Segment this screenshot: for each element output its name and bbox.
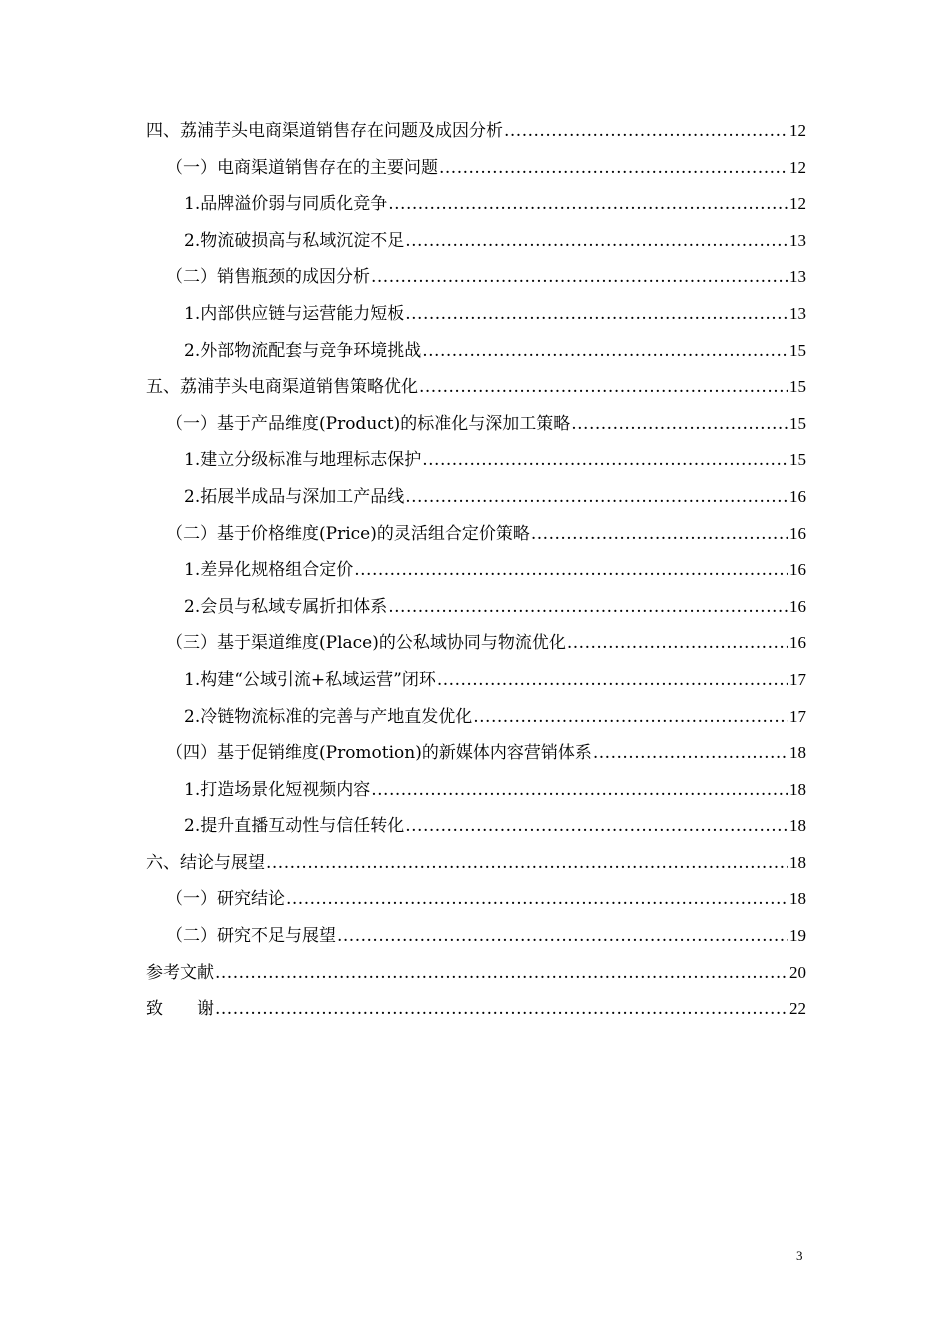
- toc-entry-page: 15: [789, 413, 806, 433]
- toc-entry[interactable]: [146, 991, 806, 1028]
- toc-entry[interactable]: [146, 369, 806, 406]
- toc-entry[interactable]: [146, 808, 806, 845]
- toc-entry[interactable]: [146, 479, 806, 516]
- toc-entry[interactable]: [146, 150, 806, 187]
- toc-entry[interactable]: [146, 699, 806, 736]
- toc-dot-leader: [405, 479, 788, 516]
- toc-entry[interactable]: [146, 333, 806, 370]
- toc-entry-title: 2.冷链物流标准的完善与产地直发优化: [184, 706, 473, 727]
- toc-entry-title: （一）电商渠道销售存在的主要问题: [166, 157, 438, 178]
- toc-entry-title: 2.提升直播互动性与信任转化: [184, 816, 405, 837]
- toc-entry[interactable]: [146, 845, 806, 882]
- toc-entry-page: 20: [789, 962, 806, 982]
- toc-entry-title: 1.差异化规格组合定价: [184, 560, 354, 581]
- toc-entry-page: 15: [789, 450, 806, 470]
- toc-dot-leader: [405, 808, 788, 845]
- toc-dot-leader: [405, 223, 788, 260]
- toc-entry-page: 15: [789, 340, 806, 360]
- toc-entry-title: 1.构建“公域引流+私域运营”闭环: [184, 669, 436, 690]
- toc-dot-leader: [286, 881, 788, 918]
- toc-entry[interactable]: [146, 442, 806, 479]
- table-of-contents: [146, 113, 806, 1028]
- toc-entry-page: 18: [789, 779, 806, 799]
- toc-entry-page: 13: [789, 230, 806, 250]
- toc-entry[interactable]: [146, 113, 806, 150]
- toc-dot-leader: [593, 735, 788, 772]
- toc-entry-title: 1.打造场景化短视频内容: [184, 779, 371, 800]
- toc-entry-title: 致 谢: [146, 999, 214, 1020]
- toc-entry-title: 2.会员与私域专属折扣体系: [184, 596, 388, 617]
- toc-entry-title: 1.建立分级标准与地理标志保护: [184, 450, 422, 471]
- toc-entry-page: 13: [789, 267, 806, 287]
- toc-entry[interactable]: [146, 186, 806, 223]
- toc-entry-page: 22: [789, 999, 806, 1019]
- toc-dot-leader: [422, 333, 788, 370]
- toc-entry-page: 18: [789, 743, 806, 763]
- toc-dot-leader: [337, 918, 788, 955]
- toc-dot-leader: [266, 845, 788, 882]
- toc-entry-title: 六、结论与展望: [146, 852, 265, 873]
- toc-dot-leader: [419, 369, 788, 406]
- toc-dot-leader: [371, 259, 788, 296]
- toc-entry-page: 18: [789, 852, 806, 872]
- toc-dot-leader: [388, 589, 788, 626]
- toc-dot-leader: [405, 296, 788, 333]
- toc-entry[interactable]: [146, 625, 806, 662]
- toc-dot-leader: [531, 516, 788, 553]
- toc-entry[interactable]: [146, 259, 806, 296]
- toc-dot-leader: [354, 552, 788, 589]
- toc-dot-leader: [215, 991, 788, 1028]
- toc-dot-leader: [388, 186, 788, 223]
- toc-entry-page: 16: [789, 560, 806, 580]
- toc-entry-title: 1.品牌溢价弱与同质化竞争: [184, 194, 388, 215]
- toc-entry-title: （二）销售瓶颈的成因分析: [166, 267, 370, 288]
- toc-entry-page: 16: [789, 596, 806, 616]
- toc-entry-page: 13: [789, 303, 806, 323]
- toc-entry-title: 2.拓展半成品与深加工产品线: [184, 486, 405, 507]
- toc-dot-leader: [439, 150, 788, 187]
- toc-entry-page: 17: [789, 669, 806, 689]
- toc-entry-page: 16: [789, 523, 806, 543]
- toc-entry-page: 12: [789, 194, 806, 214]
- toc-entry-title: 四、荔浦芋头电商渠道销售存在问题及成因分析: [146, 121, 503, 141]
- toc-entry[interactable]: [146, 552, 806, 589]
- toc-dot-leader: [215, 955, 788, 992]
- toc-entry-title: 参考文献: [146, 962, 214, 983]
- toc-dot-leader: [437, 662, 788, 699]
- toc-entry-page: 16: [789, 486, 806, 506]
- toc-dot-leader: [473, 699, 788, 736]
- toc-entry-title: （四）基于促销维度(Promotion)的新媒体内容营销体系: [166, 743, 592, 764]
- toc-entry-title: （一）基于产品维度(Product)的标准化与深加工策略: [166, 413, 571, 434]
- toc-entry[interactable]: [146, 881, 806, 918]
- toc-entry-page: 17: [789, 706, 806, 726]
- toc-entry-title: （二）基于价格维度(Price)的灵活组合定价策略: [166, 523, 530, 544]
- toc-entry-title: 2.外部物流配套与竞争环境挑战: [184, 340, 422, 361]
- toc-entry[interactable]: [146, 918, 806, 955]
- toc-dot-leader: [422, 442, 788, 479]
- toc-entry-page: 18: [789, 889, 806, 909]
- toc-entry[interactable]: [146, 223, 806, 260]
- toc-entry[interactable]: [146, 662, 806, 699]
- toc-entry-title: （一）研究结论: [166, 889, 285, 910]
- toc-entry-title: 2.物流破损高与私域沉淀不足: [184, 230, 405, 251]
- toc-entry-page: 12: [789, 121, 806, 140]
- toc-entry-title: （三）基于渠道维度(Place)的公私域协同与物流优化: [166, 633, 566, 654]
- toc-entry[interactable]: [146, 516, 806, 553]
- toc-entry-title: （二）研究不足与展望: [166, 926, 336, 947]
- toc-dot-leader: [571, 406, 788, 443]
- toc-entry-page: 19: [789, 926, 806, 946]
- toc-entry-page: 12: [789, 157, 806, 177]
- toc-entry[interactable]: [146, 772, 806, 809]
- page-number: 3: [796, 1248, 803, 1263]
- toc-entry-title: 1.内部供应链与运营能力短板: [184, 303, 405, 324]
- toc-entry[interactable]: [146, 589, 806, 626]
- toc-dot-leader: [504, 113, 788, 150]
- toc-entry[interactable]: [146, 955, 806, 992]
- toc-entry[interactable]: [146, 735, 806, 772]
- toc-entry-title: 五、荔浦芋头电商渠道销售策略优化: [146, 377, 418, 398]
- toc-entry-page: 15: [789, 377, 806, 397]
- toc-entry-page: 16: [789, 633, 806, 653]
- toc-entry[interactable]: [146, 406, 806, 443]
- toc-dot-leader: [371, 772, 788, 809]
- toc-entry-page: 18: [789, 816, 806, 836]
- toc-entry[interactable]: [146, 296, 806, 333]
- toc-dot-leader: [567, 625, 788, 662]
